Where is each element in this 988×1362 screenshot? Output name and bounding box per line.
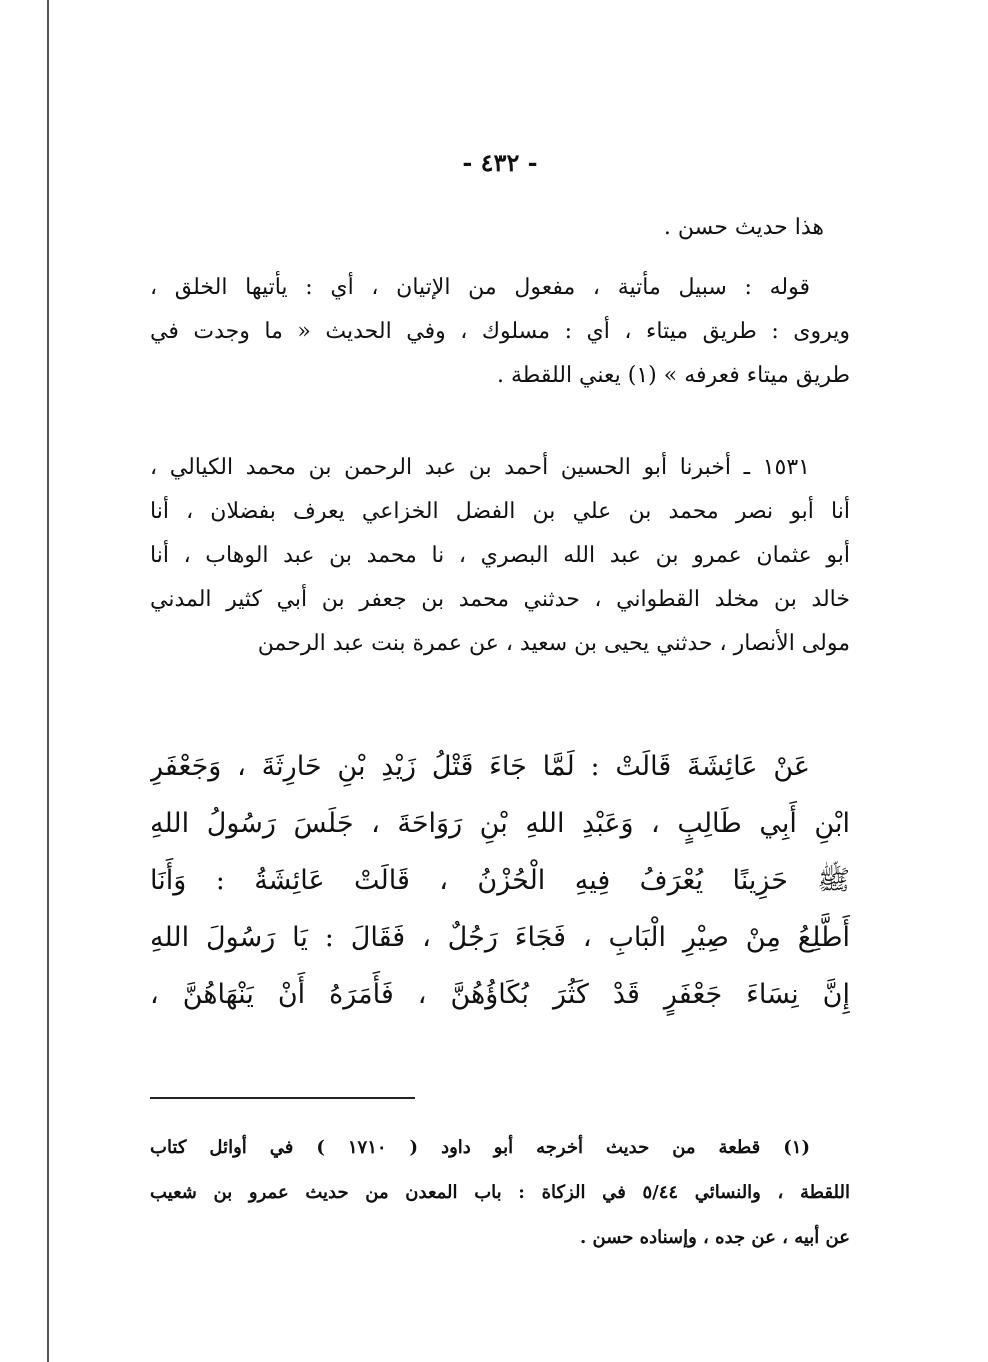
text-line: أبو عثمان عمرو بن عبد الله البصري ، نا محمد بن عبد الوهاب ، أنا <box>150 543 850 568</box>
text-line: مولى الأنصار ، حدثني يحيى بن سعيد ، عن عمرة بنت عبد الرحمن <box>257 631 850 656</box>
footnote-divider <box>150 1097 415 1099</box>
text-line: ﷺ حَزِينًا يُعْرَفُ فِيهِ الْحُزْنُ ، قَالَتْ عَائِشَةُ : وَأَنَا <box>150 865 850 896</box>
text-line: عَنْ عَائِشَةَ قَالَتْ : لَمَّا جَاءَ قَتْلُ زَيْدِ بْنِ حَارِثَةَ ، وَجَعْفَرِ <box>150 751 810 782</box>
text-line: أَطَّلِعُ مِنْ صِيْرِ الْبَابِ ، فَجَاءَ رَجُلٌ ، فَقَالَ : يَا رَسُولَ اللهِ <box>150 922 850 953</box>
text-line: اللقطة ، والنسائي ٥/٤٤ في الزكاة : باب المعدن من حديث عمرو بن شعيب <box>150 1182 850 1203</box>
paragraph-hadith-text <box>150 738 850 1023</box>
page-number: - ٤٣٢ - <box>462 148 538 177</box>
text-line: قوله : سبيل مأتية ، مفعول من الإتيان ، أي : يأتيها الخلق ، <box>150 275 810 300</box>
text-line: هذا حديث حسن . <box>663 215 824 240</box>
book-page <box>150 0 850 1362</box>
paragraph-grading <box>150 206 850 250</box>
footnote <box>150 1125 850 1260</box>
text-line: (١) قطعة من حديث أخرجه أبو داود ( ١٧١٠ ) في أوائل كتاب <box>150 1137 810 1158</box>
text-line: ١٥٣١ ـ أخبرنا أبو الحسين أحمد بن عبد الرحمن بن محمد الكيالي ، <box>150 455 810 480</box>
text-line: طريق ميتاء فعرفه » (١) يعني اللقطة . <box>497 363 850 388</box>
paragraph-isnad <box>150 446 850 666</box>
text-line: ابْنِ أَبِي طَالِبٍ ، وَعَبْدِ اللهِ بْنِ رَوَاحَةَ ، جَلَسَ رَسُولُ اللهِ <box>150 808 850 839</box>
text-line: إِنَّ نِسَاءَ جَعْفَرٍ قَدْ كَثُرَ بُكَاؤُهُنَّ ، فَأَمَرَهُ أَنْ يَنْهَاهُنَّ ، <box>150 979 850 1010</box>
text-line: عن أبيه ، عن جده ، وإسناده حسن . <box>579 1227 850 1248</box>
text-line: ويروى : طريق ميتاء ، أي : مسلوك ، وفي الحديث « ما وجدت في <box>150 319 850 344</box>
paragraph-commentary <box>150 266 850 398</box>
binding-margin-line <box>47 0 49 1362</box>
text-line: خالد بن مخلد القطواني ، حدثني محمد بن جعفر بن أبي كثير المدني <box>150 587 850 612</box>
text-line: أنا أبو نصر محمد بن علي بن الفضل الخزاعي يعرف بفضلان ، أنا <box>150 499 850 524</box>
